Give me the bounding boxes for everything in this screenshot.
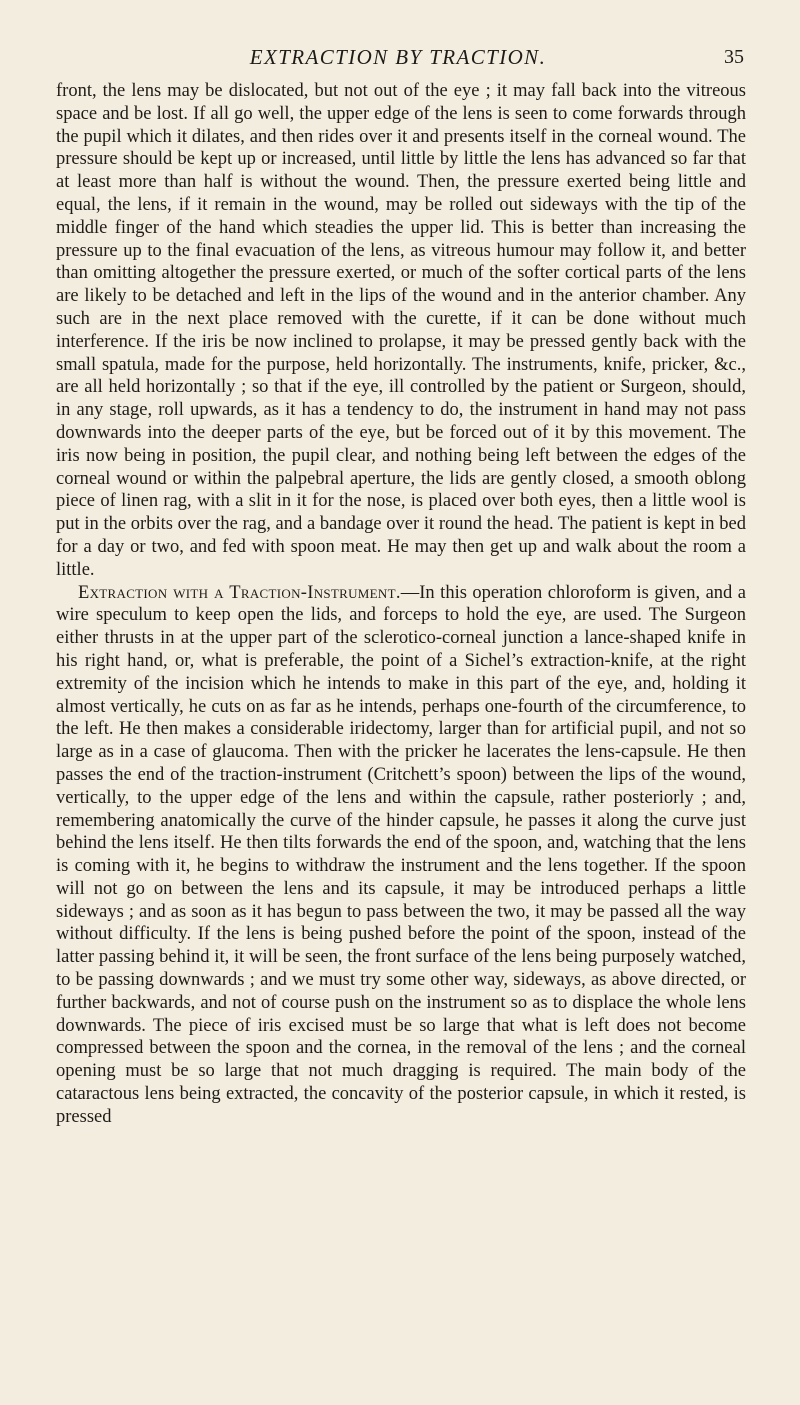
section-heading: Extraction with a Traction-Instrument.	[78, 582, 401, 603]
paragraph-text: —In this operation chloroform is given, and a wire speculum to keep open the lids, and forceps to hold the eye, are used. The Surgeon either thrusts in at the upper part of the sclerotico-corneal junction a lance-shaped knife in his right hand, or, what is preferable, the point of a Sichel’s extraction-knife, at the right extremity of the incision which he intends to make in this part of the eye, and, holding it almost vertically, he cuts on as far as he intends, perhaps one-fourth of the circumference, to the left. He then makes a considerable iridectomy, larger than for artificial pupil, and not so large as in a case of glaucoma. Then with the pricker he lacerates the lens-capsule. He then passes the end of the traction-instrument (Critchett’s spoon) between the lips of the wound, vertically, to the upper edge of the lens and within the capsule, rather posteriorly ; and, remembering anatomically the curve of the hinder capsule, he passes it along the curve just behind the lens itself. He then tilts forwards the end of the spoon, and, watching that the lens is coming with it, he begins to withdraw the instrument and the lens together. If the spoon will not go on between the lens and its capsule, it may be introduced perhaps a little sideways ; and as soon as it has begun to pass between the two, it may be passed all the way without difficulty. If the lens is being pushed before the point of the spoon, instead of the latter passing behind it, it will be seen, the front surface of the lens being purposely watched, to be passing downwards ; and we must try some other way, sideways, as above directed, or further backwards, and not of course push on the instrument so as to displace the whole lens downwards. The piece of iris excised must be so large that what is left does not become compressed between the spoon and the cornea, in the removal of the lens ; and the corneal opening must be so large that not much dragging is required. The main body of the cataractous lens being extracted, the concavity of the posterior capsule, in which it rested, is pressed	[56, 582, 746, 1127]
running-head	[0, 44, 800, 70]
page-number: 35	[724, 46, 744, 68]
running-title: EXTRACTION BY TRACTION.	[249, 45, 547, 69]
paragraph-continuation: front, the lens may be dislocated, but not out of the eye ; it may fall back into the vitreous space and be lost. If all go well, the upper edge of the lens is seen to come forwards through the pupil which it dilates, and then rides over it and presents itself in the corneal wound. The pressure should be kept up or increased, until little by little the lens has advanced so far that at least more than half is without the wound. Then, the pressure exerted being little and equal, the lens, if it remain in the wound, may be rolled out sideways with the tip of the middle finger of the hand which steadies the upper lid. This is better than increasing the pressure up to the final evacuation of the lens, as vitreous humour may follow it, and better than omitting altogether the pressure exerted, or much of the softer cortical parts of the lens are likely to be detached and left in the lips of the wound and in the anterior chamber. Any such are in the next place removed with the curette, if it can be done without much interference. If the iris be now inclined to prolapse, it may be pressed gently back with the small spatula, made for the purpose, held horizontally. The instruments, knife, pricker, &c., are all held horizontally ; so that if the eye, ill controlled by the patient or Surgeon, should, in any stage, roll upwards, as it has a tendency to do, the instrument in hand may not pass downwards into the deeper parts of the eye, but be forced out of it by this movement. The iris now being in position, the pupil clear, and nothing being left between the edges of the corneal wound or within the palpebral aperture, the lids are gently closed, a smooth oblong piece of linen rag, with a slit in it for the nose, is placed over both eyes, then a little wool is put in the orbits over the rag, and a bandage over it round the head. The patient is kept in bed for a day or two, and fed with spoon meat. He may then get up and walk about the room a little.	[56, 81, 746, 580]
paragraph-traction-extraction	[56, 582, 746, 1129]
body-text	[56, 80, 746, 1129]
